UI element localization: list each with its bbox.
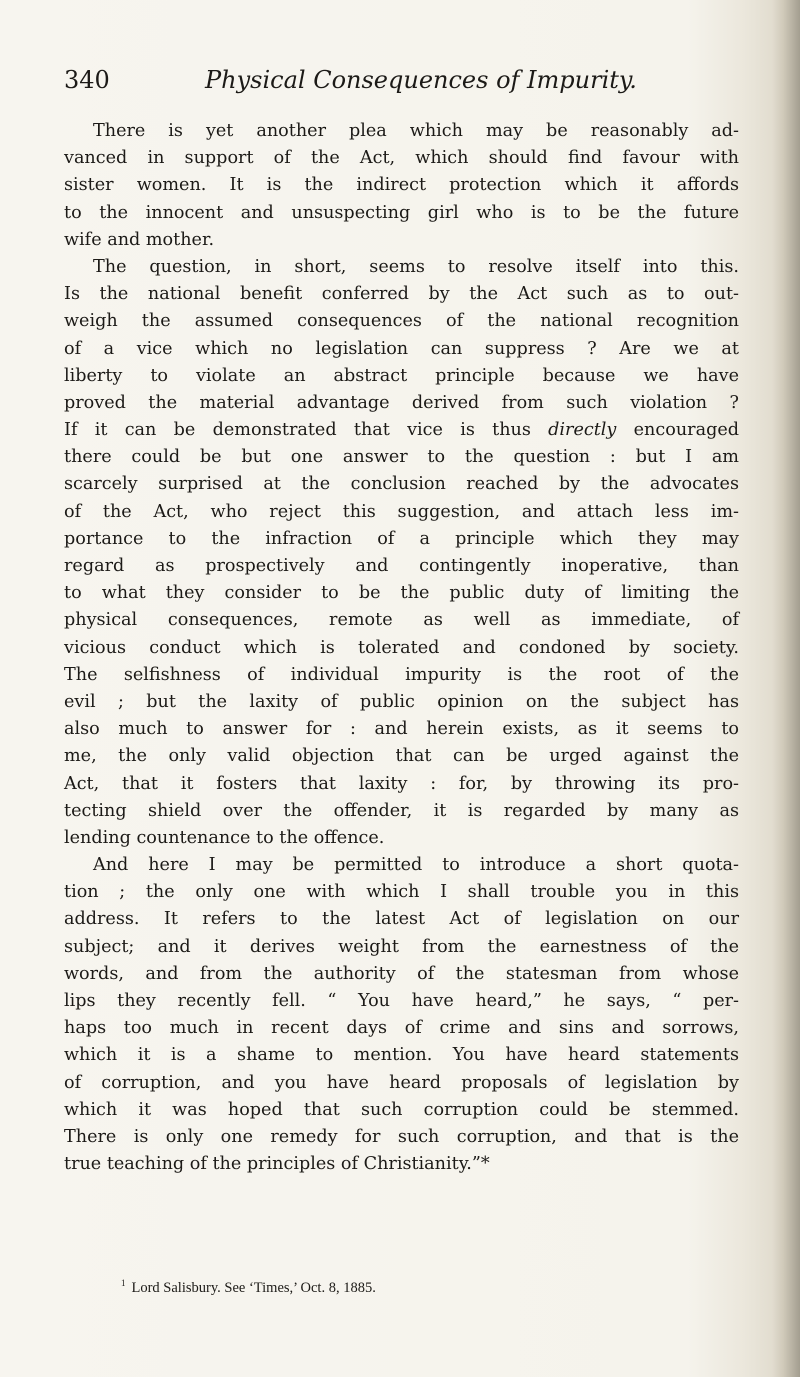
text-line: The question, in short, seems to resolve itself into this. bbox=[93, 256, 739, 277]
text-line: me, the only valid objection that can be urged against the bbox=[64, 746, 739, 767]
text-line: wife and mother. bbox=[64, 229, 215, 250]
text-line: Is the national benefit conferred by the Act such as to out- bbox=[64, 284, 739, 305]
text-line: weigh the assumed consequences of the national recognition bbox=[64, 311, 739, 332]
text-line: of corruption, and you have heard proposals of legislation by bbox=[64, 1072, 739, 1093]
text-fragment: If it can be demonstrated that vice is thus bbox=[64, 420, 549, 441]
text-line: vanced in support of the Act, which should find favour with bbox=[64, 148, 739, 169]
footnote-marker: 1 bbox=[121, 1278, 126, 1288]
text-line: to what they consider to be the public duty of limiting the bbox=[64, 583, 739, 604]
text-fragment: encouraged bbox=[616, 420, 740, 441]
text-line: scarcely surprised at the conclusion reached by the advocates bbox=[64, 474, 739, 495]
body-text bbox=[64, 118, 739, 1178]
text-line: physical consequences, remote as well as immediate, of bbox=[64, 610, 739, 631]
text-line: evil ; but the laxity of public opinion on the subject has bbox=[64, 691, 739, 712]
text-line: regard as prospectively and contingently inoperative, than bbox=[64, 556, 739, 576]
text-line: And here I may be permitted to introduce a short quota- bbox=[93, 855, 739, 876]
text-line: tion ; the only one with which I shall trouble you in this bbox=[64, 882, 739, 903]
text-line: lending countenance to the offence. bbox=[64, 827, 385, 848]
text-line: sister women. It is the indirect protection which it affords bbox=[64, 175, 739, 196]
text-line: which it was hoped that such corruption could be stemmed. bbox=[64, 1099, 739, 1120]
text-line: of a vice which no legislation can suppress ? Are we at bbox=[64, 338, 739, 359]
text-line: of the Act, who reject this suggestion, and attach less im- bbox=[64, 501, 739, 522]
text-line: address. It refers to the latest Act of legislation on our bbox=[64, 909, 739, 930]
footnote bbox=[121, 1273, 376, 1298]
text-line: lips they recently fell. “ You have heard,” he says, “ per- bbox=[64, 991, 739, 1011]
text-line: vicious conduct which is tolerated and condoned by society. bbox=[64, 637, 739, 658]
text-line: The selfishness of individual impurity is the root of the bbox=[64, 664, 739, 685]
text-line: subject; and it derives weight from the earnestness of the bbox=[64, 936, 739, 957]
text-line: proved the material advantage derived from such violation ? bbox=[64, 392, 739, 413]
emphasized-word: directly bbox=[548, 420, 617, 441]
text-line: to the innocent and unsuspecting girl who is to be the future bbox=[64, 202, 739, 223]
text-line: haps too much in recent days of crime and sins and sorrows, bbox=[64, 1018, 739, 1039]
text-line: words, and from the authority of the statesman from whose bbox=[64, 963, 739, 984]
page-number: 340 bbox=[64, 66, 110, 94]
text-line: true teaching of the principles of Christianity.”* bbox=[64, 1154, 490, 1175]
text-line: Act, that it fosters that laxity : for, by throwing its pro- bbox=[64, 773, 739, 794]
text-line: liberty to violate an abstract principle because we have bbox=[64, 365, 739, 386]
footnote-text: Lord Salisbury. See ‘Times,’ Oct. 8, 1885. bbox=[131, 1280, 376, 1296]
running-title: Physical Consequences of Impurity. bbox=[205, 66, 637, 94]
page-header bbox=[64, 66, 764, 106]
text-line: portance to the infraction of a principle which they may bbox=[64, 528, 739, 549]
text-line: which it is a shame to mention. You have heard statements bbox=[64, 1045, 739, 1066]
text-line: there could be but one answer to the question : but I am bbox=[64, 447, 739, 468]
text-line: tecting shield over the offender, it is regarded by many as bbox=[64, 800, 739, 821]
page-edge-shadow bbox=[772, 0, 800, 1377]
text-line: There is yet another plea which may be reasonably ad- bbox=[93, 121, 739, 141]
text-line: also much to answer for : and herein exists, as it seems to bbox=[64, 719, 739, 740]
text-line: There is only one remedy for such corruption, and that is the bbox=[64, 1126, 739, 1147]
text-line bbox=[64, 417, 739, 444]
